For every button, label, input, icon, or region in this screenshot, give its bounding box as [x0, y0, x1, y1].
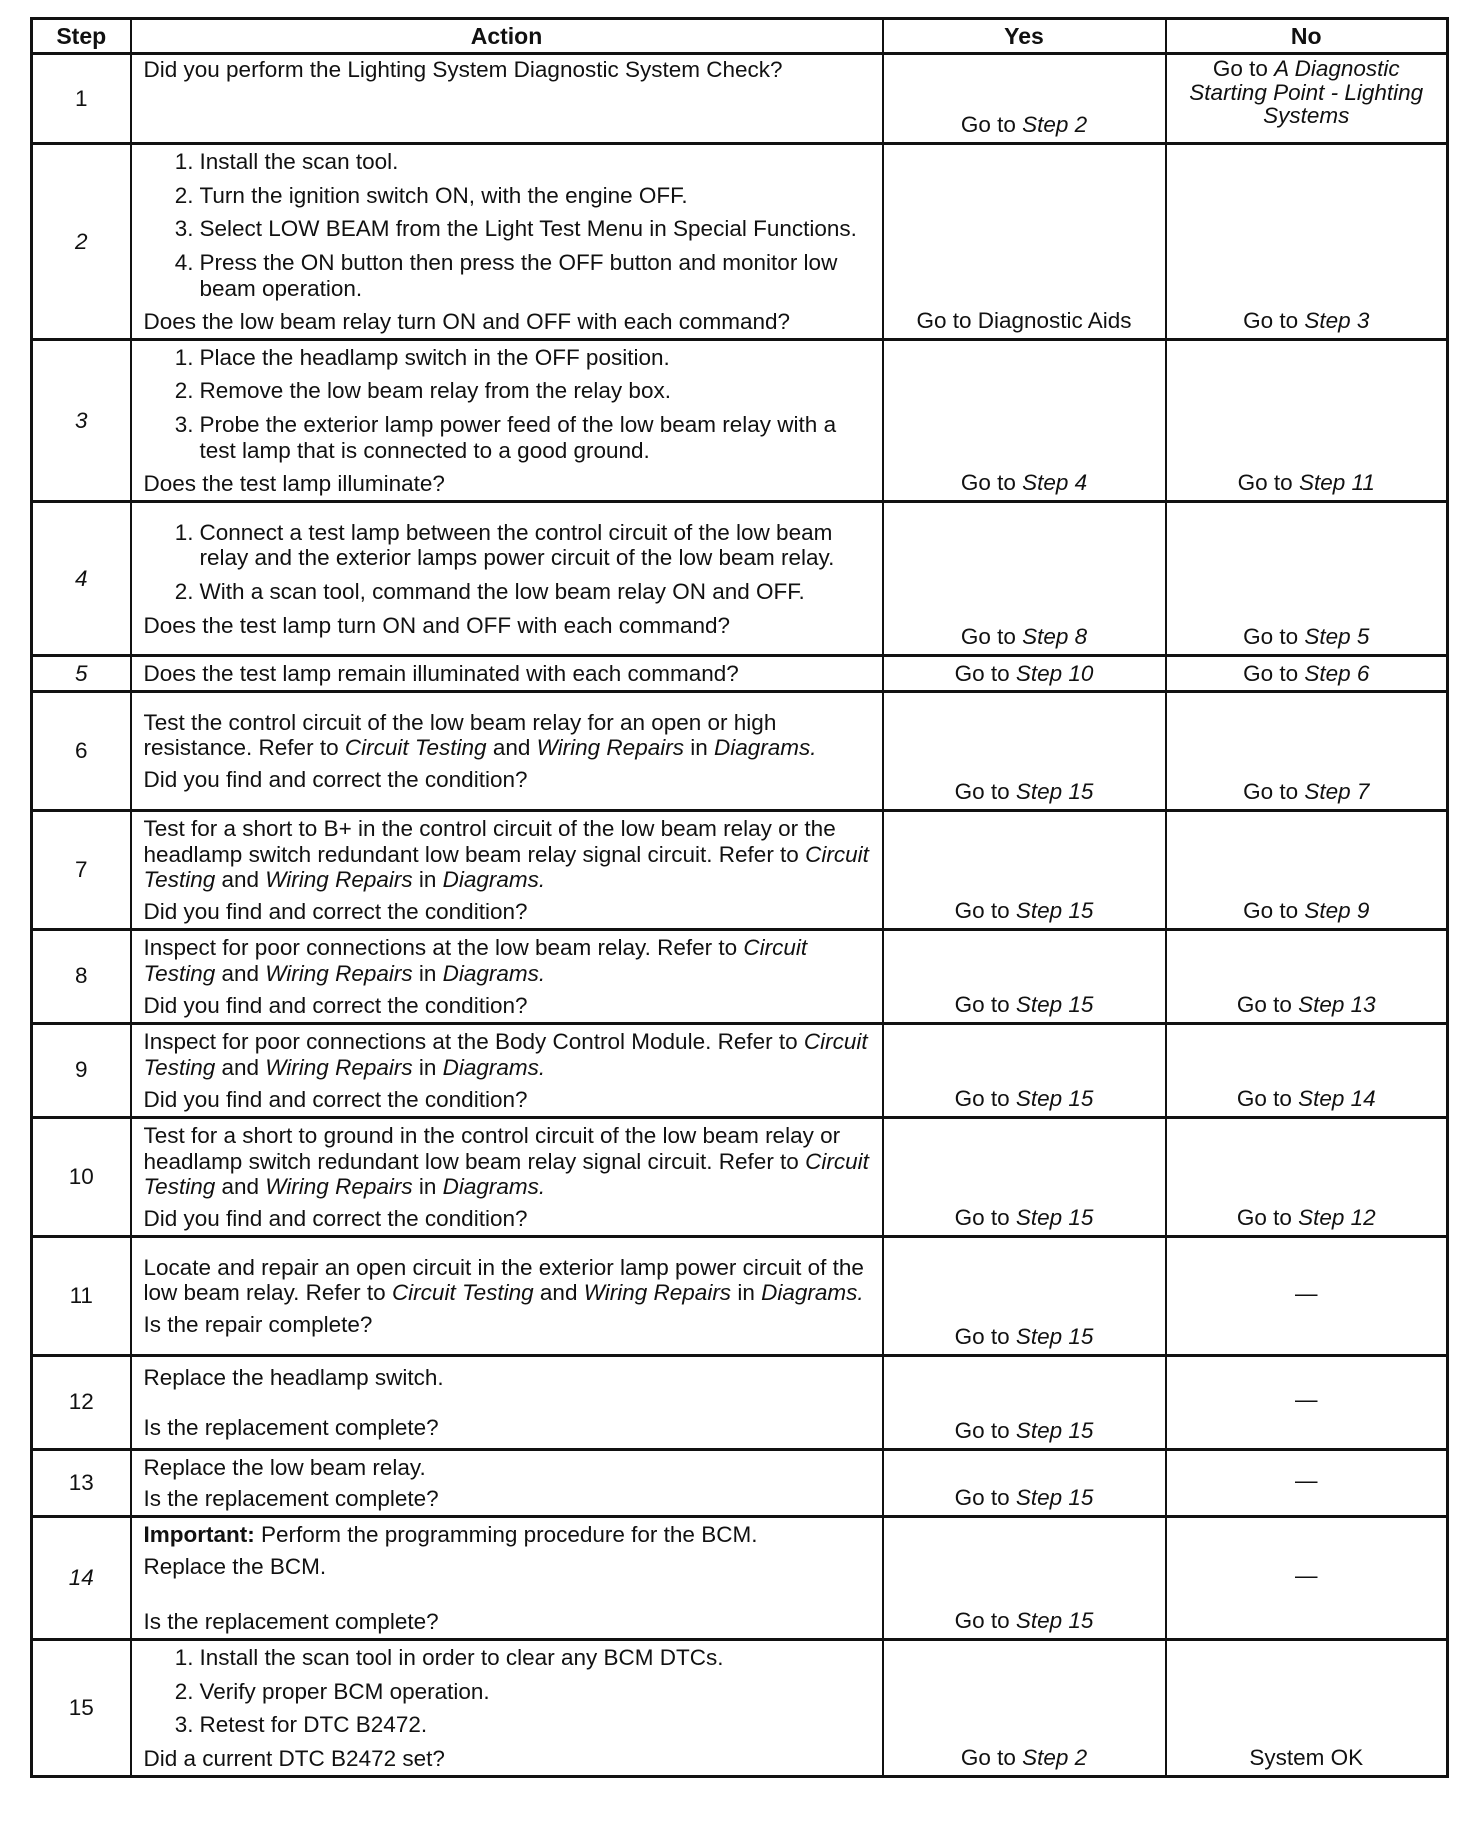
circuit-testing-reference: Circuit Testing	[143, 935, 808, 986]
list-item-number: 1.	[174, 344, 194, 370]
procedure-list	[144, 345, 872, 464]
yes-step-link: Step 15	[1015, 1418, 1094, 1444]
yes-reference-link: Go to Diagnostic Aids	[916, 308, 1132, 334]
spacer	[144, 1391, 872, 1415]
yes-cell	[883, 1355, 1166, 1449]
table-row	[32, 1117, 1448, 1236]
list-item	[144, 1712, 872, 1738]
no-cell	[1166, 810, 1448, 929]
table-row	[32, 1516, 1448, 1639]
yes-cell	[883, 929, 1166, 1023]
wiring-repairs-reference: Wiring Repairs	[536, 735, 684, 761]
list-item-text: With a scan tool, command the low beam relay ON and OFF.	[199, 579, 805, 605]
action-instructions	[144, 1029, 872, 1080]
no-step-link: Step 5	[1304, 624, 1370, 650]
action-cell	[131, 1117, 883, 1236]
action-text: Did you perform the Lighting System Diagnostic System Check?	[143, 57, 783, 82]
instruction-text: in	[683, 735, 714, 761]
no-prefix: Go to	[1243, 779, 1305, 805]
wiring-repairs-reference: Wiring Repairs	[583, 1280, 732, 1306]
list-item	[144, 378, 872, 404]
yes-cell	[883, 1449, 1166, 1516]
instruction-text: and	[533, 1280, 584, 1306]
instruction-text: Inspect for poor connections at the Body Control Module. Refer to	[143, 1029, 804, 1055]
no-step-link: Step 6	[1304, 660, 1370, 686]
instruction-text: in	[412, 1174, 443, 1200]
step-number: 4	[32, 502, 131, 656]
no-cell	[1166, 929, 1448, 1023]
yes-step-link: Step 15	[1015, 779, 1094, 805]
table-row	[32, 1639, 1448, 1776]
instruction-text: and	[215, 1054, 266, 1080]
yes-step-link: Step 15	[1015, 1485, 1094, 1511]
list-item-number: 4.	[174, 249, 194, 275]
table-row	[32, 656, 1448, 692]
yes-prefix: Go to	[960, 112, 1023, 138]
no-step-link: Step 9	[1304, 898, 1370, 924]
step-number: 6	[32, 691, 131, 810]
yes-cell	[883, 339, 1166, 501]
list-item-text: Select LOW BEAM from the Light Test Menu in Special Functions.	[199, 216, 857, 242]
list-item	[144, 216, 872, 242]
yes-step-link: Step 2	[1022, 112, 1088, 138]
action-cell	[131, 1236, 883, 1355]
action-question: Did a current DTC B2472 set?	[143, 1745, 445, 1771]
diagrams-reference: Diagrams.	[442, 1174, 546, 1200]
no-prefix: Go to	[1236, 1205, 1299, 1231]
procedure-list	[144, 520, 872, 605]
no-step-link: Step 14	[1298, 1086, 1376, 1112]
action-text: Replace the BCM.	[143, 1553, 327, 1579]
table-row	[32, 339, 1448, 501]
circuit-testing-reference: Circuit Testing	[344, 735, 487, 761]
step-number: 2	[32, 144, 131, 340]
yes-prefix: Go to	[954, 779, 1016, 805]
action-instructions	[144, 710, 872, 761]
list-item	[144, 520, 872, 571]
yes-step-link: Step 15	[1015, 992, 1094, 1018]
action-text: Replace the low beam relay.	[143, 1454, 426, 1480]
list-item-text: Remove the low beam relay from the relay box.	[199, 378, 671, 404]
no-prefix: Go to	[1243, 308, 1305, 334]
spacer	[144, 1579, 872, 1609]
circuit-testing-reference: Circuit Testing	[143, 1029, 868, 1080]
header-row	[32, 19, 1448, 54]
diagnostic-table	[30, 17, 1449, 1778]
instruction-text: Test for a short to B+ in the control circuit of the low beam relay or the headlamp switch redundant low beam relay signal circuit. Refer to	[143, 815, 836, 867]
step-number: 11	[32, 1236, 131, 1355]
no-prefix: Go to	[1212, 56, 1275, 81]
step-number: 10	[32, 1117, 131, 1236]
action-instructions	[144, 1255, 872, 1306]
header-no: No	[1166, 19, 1448, 54]
wiring-repairs-reference: Wiring Repairs	[265, 960, 413, 986]
step-number: 3	[32, 339, 131, 501]
table-row	[32, 1236, 1448, 1355]
action-cell	[131, 502, 883, 656]
no-cell	[1166, 339, 1448, 501]
yes-cell	[883, 1023, 1166, 1117]
action-cell	[131, 810, 883, 929]
instruction-text: and	[486, 735, 537, 761]
action-text: Replace the headlamp switch.	[143, 1365, 444, 1391]
action-question: Does the low beam relay turn ON and OFF with each command?	[143, 309, 791, 335]
header-yes: Yes	[883, 19, 1166, 54]
table-row	[32, 54, 1448, 144]
yes-cell	[883, 144, 1166, 340]
no-cell: —	[1166, 1355, 1448, 1449]
yes-prefix: Go to	[960, 624, 1023, 650]
step-number: 9	[32, 1023, 131, 1117]
list-item	[144, 250, 872, 301]
list-item-text: Retest for DTC B2472.	[199, 1712, 428, 1738]
important-note	[144, 1522, 872, 1548]
list-item-text: Connect a test lamp between the control circuit of the low beam relay and the exterior lamps power circuit of the low beam relay.	[199, 519, 835, 571]
action-cell	[131, 1355, 883, 1449]
yes-cell	[883, 1117, 1166, 1236]
action-question: Did you find and correct the condition?	[143, 1086, 528, 1112]
instruction-text: Test the control circuit of the low beam relay for an open or high resistance. Refer to	[143, 709, 777, 761]
yes-prefix: Go to	[954, 660, 1016, 686]
list-item	[144, 412, 872, 463]
step-number: 1	[32, 54, 131, 144]
list-item-number: 2.	[174, 579, 194, 605]
instruction-text: in	[731, 1280, 762, 1306]
no-cell	[1166, 502, 1448, 656]
action-question: Does the test lamp remain illuminated with each command?	[143, 661, 739, 687]
diagrams-reference: Diagrams.	[713, 735, 817, 761]
yes-prefix: Go to	[954, 1608, 1016, 1634]
yes-step-link: Step 15	[1015, 1608, 1094, 1634]
important-text: Perform the programming procedure for the BCM.	[254, 1522, 758, 1547]
instruction-text: in	[412, 960, 443, 986]
no-cell	[1166, 54, 1448, 144]
yes-step-link: Step 15	[1015, 1324, 1094, 1350]
yes-step-link: Step 15	[1015, 1086, 1094, 1112]
circuit-testing-reference: Circuit Testing	[391, 1280, 534, 1306]
action-cell	[131, 929, 883, 1023]
instruction-text: in	[412, 1054, 443, 1080]
action-question: Is the repair complete?	[143, 1312, 373, 1337]
table-row	[32, 1449, 1448, 1516]
action-question: Is the replacement complete?	[143, 1414, 439, 1440]
no-step-link: Step 12	[1298, 1205, 1376, 1231]
no-step-link: Step 7	[1304, 779, 1370, 805]
no-cell	[1166, 1117, 1448, 1236]
action-question: Did you find and correct the condition?	[143, 898, 528, 924]
list-item-number: 2.	[174, 1678, 194, 1704]
action-cell	[131, 656, 883, 692]
action-instructions	[144, 816, 872, 893]
action-cell	[131, 339, 883, 501]
action-cell	[131, 54, 883, 144]
yes-prefix: Go to	[960, 1744, 1023, 1770]
action-question: Is the replacement complete?	[143, 1486, 439, 1512]
list-item-number: 1.	[174, 519, 194, 545]
yes-cell	[883, 691, 1166, 810]
yes-prefix: Go to	[954, 1324, 1016, 1350]
diagrams-reference: Diagrams.	[442, 1054, 546, 1080]
wiring-repairs-reference: Wiring Repairs	[265, 1174, 413, 1200]
list-item-number: 3.	[174, 216, 194, 242]
yes-cell	[883, 502, 1166, 656]
procedure-list	[144, 1645, 872, 1738]
no-reference-link: A Diagnostic Starting Point - Lighting Systems	[1189, 56, 1424, 129]
instruction-text: Locate and repair an open circuit in the exterior lamp power circuit of the low beam relay. Refer to	[143, 1254, 864, 1306]
step-number: 15	[32, 1639, 131, 1776]
step-number: 13	[32, 1449, 131, 1516]
table-row	[32, 144, 1448, 340]
action-cell	[131, 1023, 883, 1117]
action-question: Did you find and correct the condition?	[143, 767, 528, 792]
step-number: 12	[32, 1355, 131, 1449]
step-number: 14	[32, 1516, 131, 1639]
yes-step-link: Step 2	[1022, 1744, 1088, 1770]
diagnostic-table-page	[30, 17, 1446, 1778]
instruction-text: and	[215, 960, 266, 986]
action-question: Did you find and correct the condition?	[143, 992, 528, 1018]
action-cell	[131, 1449, 883, 1516]
yes-step-link: Step 8	[1022, 624, 1088, 650]
procedure-list	[144, 149, 872, 301]
list-item	[144, 345, 872, 371]
list-item	[144, 1645, 872, 1671]
table-row	[32, 810, 1448, 929]
table-row	[32, 502, 1448, 656]
yes-prefix: Go to	[954, 898, 1016, 924]
no-prefix: Go to	[1243, 660, 1305, 686]
no-cell	[1166, 1023, 1448, 1117]
yes-prefix: Go to	[960, 470, 1023, 496]
action-cell	[131, 144, 883, 340]
yes-prefix: Go to	[954, 992, 1016, 1018]
no-step-link: Step 11	[1298, 470, 1375, 496]
no-prefix: Go to	[1236, 992, 1299, 1018]
important-label: Important:	[143, 1522, 255, 1547]
list-item	[144, 1679, 872, 1705]
step-number: 7	[32, 810, 131, 929]
yes-prefix: Go to	[954, 1485, 1016, 1511]
step-number: 5	[32, 656, 131, 692]
list-item-text: Install the scan tool in order to clear any BCM DTCs.	[199, 1644, 724, 1670]
list-item-text: Turn the ignition switch ON, with the engine OFF.	[199, 182, 688, 208]
yes-step-link: Step 10	[1015, 660, 1094, 686]
no-step-link: Step 3	[1304, 308, 1370, 334]
action-instructions	[144, 935, 872, 986]
no-cell: —	[1166, 1516, 1448, 1639]
action-question: Did you find and correct the condition?	[143, 1205, 528, 1231]
list-item-number: 1.	[174, 149, 194, 174]
list-item-number: 2.	[174, 182, 194, 208]
wiring-repairs-reference: Wiring Repairs	[265, 1054, 413, 1080]
diagrams-reference: Diagrams.	[442, 867, 546, 893]
list-item	[144, 183, 872, 209]
table-row	[32, 1355, 1448, 1449]
yes-cell	[883, 54, 1166, 144]
action-cell	[131, 1639, 883, 1776]
no-cell: —	[1166, 1449, 1448, 1516]
list-item-text: Press the ON button then press the OFF button and monitor low beam operation.	[199, 249, 838, 301]
table-row	[32, 691, 1448, 810]
no-cell	[1166, 656, 1448, 692]
action-question: Is the replacement complete?	[143, 1609, 439, 1635]
no-cell: System OK	[1166, 1639, 1448, 1776]
no-prefix: Go to	[1237, 470, 1299, 496]
header-action: Action	[131, 19, 883, 54]
circuit-testing-reference: Circuit Testing	[143, 841, 869, 893]
list-item-text: Verify proper BCM operation.	[199, 1678, 490, 1704]
yes-step-link: Step 15	[1015, 898, 1094, 924]
yes-cell	[883, 1236, 1166, 1355]
header-step: Step	[32, 19, 131, 54]
yes-cell	[883, 656, 1166, 692]
diagrams-reference: Diagrams.	[442, 960, 546, 986]
instruction-text: in	[412, 867, 443, 893]
action-instructions	[144, 1123, 872, 1200]
list-item-number: 3.	[174, 412, 194, 438]
action-question: Does the test lamp illuminate?	[143, 471, 445, 497]
circuit-testing-reference: Circuit Testing	[143, 1148, 869, 1200]
table-row	[32, 929, 1448, 1023]
yes-prefix: Go to	[954, 1086, 1016, 1112]
list-item-number: 1.	[174, 1644, 194, 1670]
list-item-number: 2.	[174, 378, 194, 404]
yes-step-link: Step 15	[1015, 1205, 1094, 1231]
step-number: 8	[32, 929, 131, 1023]
list-item-number: 3.	[174, 1712, 194, 1738]
no-prefix: Go to	[1236, 1086, 1299, 1112]
yes-cell	[883, 1516, 1166, 1639]
yes-cell	[883, 810, 1166, 929]
list-item-text: Probe the exterior lamp power feed of the low beam relay with a test lamp that is connected to a good ground.	[199, 412, 837, 463]
instruction-text: Test for a short to ground in the control circuit of the low beam relay or headlamp switch redundant low beam relay signal circuit. Refer to	[143, 1122, 841, 1174]
list-item-text: Install the scan tool.	[199, 149, 399, 174]
wiring-repairs-reference: Wiring Repairs	[265, 867, 413, 893]
no-step-link: Step 13	[1298, 992, 1376, 1018]
list-item	[144, 579, 872, 605]
table-row	[32, 1023, 1448, 1117]
list-item	[144, 149, 872, 175]
action-cell	[131, 691, 883, 810]
no-prefix: Go to	[1243, 624, 1305, 650]
instruction-text: Inspect for poor connections at the low beam relay. Refer to	[143, 935, 744, 961]
no-cell: —	[1166, 1236, 1448, 1355]
instruction-text: and	[215, 1174, 266, 1200]
no-cell	[1166, 144, 1448, 340]
no-prefix: Go to	[1243, 898, 1305, 924]
instruction-text: and	[215, 867, 266, 893]
yes-cell	[883, 1639, 1166, 1776]
yes-step-link: Step 4	[1022, 470, 1088, 496]
diagrams-reference: Diagrams.	[761, 1280, 864, 1306]
list-item-text: Place the headlamp switch in the OFF position.	[199, 344, 670, 370]
yes-prefix: Go to	[954, 1418, 1016, 1444]
no-cell	[1166, 691, 1448, 810]
action-cell	[131, 1516, 883, 1639]
yes-prefix: Go to	[954, 1205, 1016, 1231]
action-question: Does the test lamp turn ON and OFF with each command?	[143, 612, 731, 638]
